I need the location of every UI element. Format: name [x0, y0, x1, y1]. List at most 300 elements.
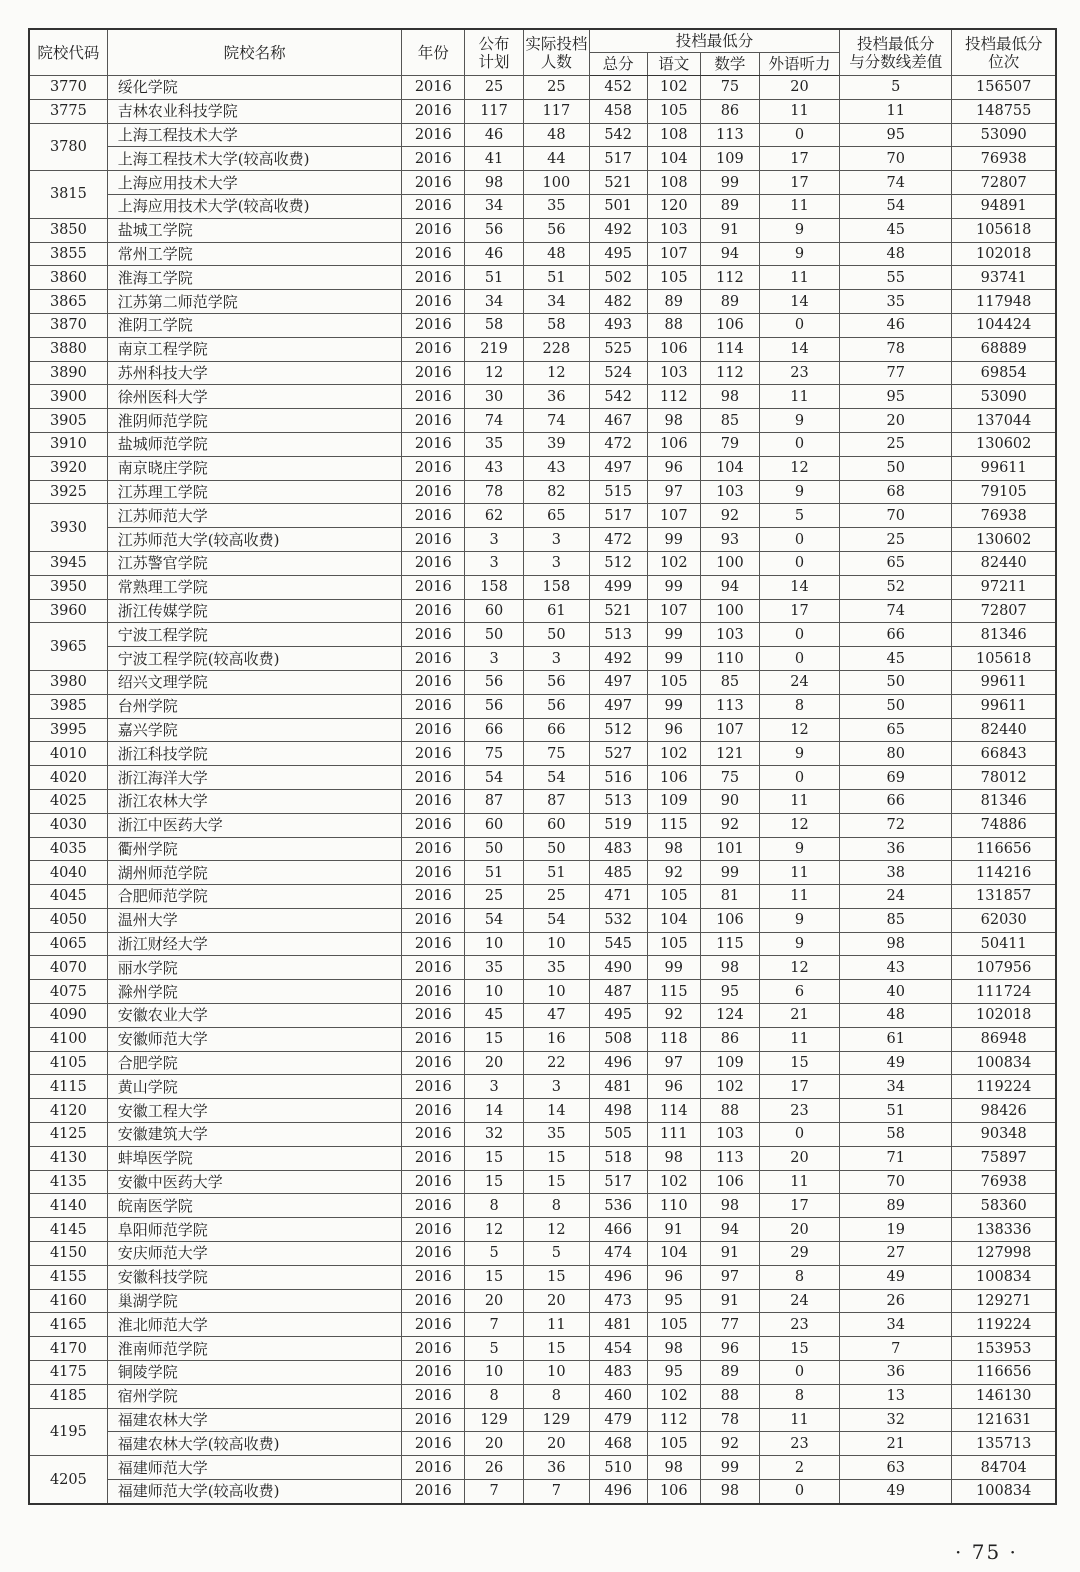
cell-name: 安徽中医药大学 — [107, 1170, 402, 1194]
cell-chinese: 98 — [647, 409, 701, 433]
cell-diff: 40 — [840, 980, 952, 1004]
cell-name: 江苏第二师范学院 — [107, 290, 402, 314]
cell-listening: 11 — [759, 1170, 839, 1194]
cell-diff: 50 — [840, 456, 952, 480]
cell-plan: 45 — [465, 1004, 524, 1028]
header-actual: 实际投档 人数 — [523, 29, 589, 76]
cell-rank: 148755 — [952, 99, 1056, 123]
cell-name: 上海工程技术大学(较高收费) — [107, 147, 402, 171]
cell-code: 3890 — [29, 361, 107, 385]
cell-plan: 129 — [465, 1408, 524, 1432]
header-year: 年份 — [402, 29, 465, 76]
table-row — [29, 337, 1056, 361]
cell-chinese: 96 — [647, 718, 701, 742]
cell-chinese: 95 — [647, 1289, 701, 1313]
cell-math: 113 — [701, 1146, 760, 1170]
cell-diff: 25 — [840, 528, 952, 552]
table-row — [29, 1337, 1056, 1361]
cell-name: 铜陵学院 — [107, 1361, 402, 1385]
cell-rank: 79105 — [952, 480, 1056, 504]
cell-chinese: 102 — [647, 1170, 701, 1194]
cell-actual: 3 — [523, 647, 589, 671]
table-row — [29, 456, 1056, 480]
cell-name: 南京工程学院 — [107, 337, 402, 361]
cell-code: 3980 — [29, 670, 107, 694]
cell-chinese: 103 — [647, 361, 701, 385]
cell-rank: 97211 — [952, 575, 1056, 599]
cell-actual: 44 — [523, 147, 589, 171]
cell-math: 99 — [701, 171, 760, 195]
cell-diff: 21 — [840, 1432, 952, 1456]
cell-year: 2016 — [402, 171, 465, 195]
cell-total: 452 — [589, 76, 647, 100]
cell-diff: 95 — [840, 123, 952, 147]
cell-listening: 15 — [759, 1051, 839, 1075]
cell-year: 2016 — [402, 551, 465, 575]
cell-code: 3780 — [29, 123, 107, 171]
cell-rank: 116656 — [952, 1361, 1056, 1385]
cell-rank: 105618 — [952, 218, 1056, 242]
cell-code: 4170 — [29, 1337, 107, 1361]
cell-year: 2016 — [402, 480, 465, 504]
cell-rank: 53090 — [952, 123, 1056, 147]
cell-code: 4150 — [29, 1242, 107, 1266]
cell-listening: 8 — [759, 1265, 839, 1289]
cell-chinese: 99 — [647, 647, 701, 671]
cell-code: 4140 — [29, 1194, 107, 1218]
cell-listening: 12 — [759, 718, 839, 742]
cell-actual: 15 — [523, 1170, 589, 1194]
cell-math: 88 — [701, 1099, 760, 1123]
cell-listening: 6 — [759, 980, 839, 1004]
cell-chinese: 98 — [647, 1456, 701, 1480]
header-code: 院校代码 — [29, 29, 107, 76]
cell-actual: 34 — [523, 290, 589, 314]
cell-total: 508 — [589, 1027, 647, 1051]
cell-code: 3775 — [29, 99, 107, 123]
cell-code: 3865 — [29, 290, 107, 314]
table-row — [29, 1075, 1056, 1099]
cell-listening: 0 — [759, 1480, 839, 1504]
cell-year: 2016 — [402, 385, 465, 409]
cell-math: 98 — [701, 956, 760, 980]
cell-code: 4165 — [29, 1313, 107, 1337]
cell-plan: 34 — [465, 194, 524, 218]
cell-math: 94 — [701, 242, 760, 266]
cell-listening: 11 — [759, 99, 839, 123]
cell-listening: 17 — [759, 1194, 839, 1218]
cell-math: 98 — [701, 385, 760, 409]
cell-year: 2016 — [402, 932, 465, 956]
cell-actual: 22 — [523, 1051, 589, 1075]
cell-code: 3855 — [29, 242, 107, 266]
cell-name: 安徽农业大学 — [107, 1004, 402, 1028]
cell-year: 2016 — [402, 575, 465, 599]
table-row — [29, 171, 1056, 195]
cell-rank: 100834 — [952, 1265, 1056, 1289]
cell-math: 92 — [701, 813, 760, 837]
cell-chinese: 97 — [647, 480, 701, 504]
table-row — [29, 956, 1056, 980]
cell-name: 皖南医学院 — [107, 1194, 402, 1218]
cell-actual: 87 — [523, 789, 589, 813]
cell-name: 盐城师范学院 — [107, 432, 402, 456]
cell-listening: 0 — [759, 123, 839, 147]
cell-listening: 0 — [759, 766, 839, 790]
cell-math: 113 — [701, 694, 760, 718]
cell-listening: 0 — [759, 1123, 839, 1147]
cell-diff: 45 — [840, 647, 952, 671]
cell-code: 3905 — [29, 409, 107, 433]
cell-actual: 35 — [523, 956, 589, 980]
cell-actual: 15 — [523, 1265, 589, 1289]
header-total: 总分 — [589, 53, 647, 76]
admission-score-table-container — [28, 28, 1057, 1505]
table-row — [29, 1242, 1056, 1266]
cell-plan: 51 — [465, 861, 524, 885]
cell-math: 112 — [701, 266, 760, 290]
table-row — [29, 266, 1056, 290]
cell-diff: 66 — [840, 789, 952, 813]
cell-plan: 3 — [465, 1075, 524, 1099]
cell-actual: 16 — [523, 1027, 589, 1051]
cell-rank: 76938 — [952, 147, 1056, 171]
cell-plan: 46 — [465, 123, 524, 147]
cell-diff: 35 — [840, 290, 952, 314]
cell-listening: 14 — [759, 290, 839, 314]
table-row — [29, 789, 1056, 813]
cell-math: 85 — [701, 409, 760, 433]
cell-actual: 60 — [523, 813, 589, 837]
cell-math: 89 — [701, 1361, 760, 1385]
cell-actual: 5 — [523, 1242, 589, 1266]
cell-name: 江苏师范大学(较高收费) — [107, 528, 402, 552]
cell-total: 454 — [589, 1337, 647, 1361]
table-row — [29, 694, 1056, 718]
cell-math: 98 — [701, 1194, 760, 1218]
cell-name: 安徽师范大学 — [107, 1027, 402, 1051]
cell-chinese: 105 — [647, 670, 701, 694]
cell-total: 496 — [589, 1051, 647, 1075]
cell-plan: 219 — [465, 337, 524, 361]
cell-listening: 14 — [759, 337, 839, 361]
cell-listening: 11 — [759, 885, 839, 909]
cell-diff: 70 — [840, 504, 952, 528]
cell-year: 2016 — [402, 123, 465, 147]
table-row — [29, 742, 1056, 766]
cell-rank: 117948 — [952, 290, 1056, 314]
cell-name: 绍兴文理学院 — [107, 670, 402, 694]
table-row — [29, 670, 1056, 694]
cell-rank: 119224 — [952, 1313, 1056, 1337]
cell-rank: 99611 — [952, 670, 1056, 694]
cell-actual: 117 — [523, 99, 589, 123]
cell-code: 3930 — [29, 504, 107, 552]
cell-name: 安徽科技学院 — [107, 1265, 402, 1289]
cell-plan: 60 — [465, 813, 524, 837]
cell-total: 493 — [589, 313, 647, 337]
cell-name: 丽水学院 — [107, 956, 402, 980]
cell-year: 2016 — [402, 1004, 465, 1028]
cell-math: 94 — [701, 1218, 760, 1242]
cell-math: 79 — [701, 432, 760, 456]
table-row — [29, 1408, 1056, 1432]
cell-listening: 11 — [759, 789, 839, 813]
cell-rank: 100834 — [952, 1051, 1056, 1075]
cell-year: 2016 — [402, 766, 465, 790]
cell-name: 盐城工学院 — [107, 218, 402, 242]
cell-actual: 48 — [523, 242, 589, 266]
cell-actual: 12 — [523, 1218, 589, 1242]
cell-code: 3900 — [29, 385, 107, 409]
cell-actual: 20 — [523, 1432, 589, 1456]
cell-diff: 98 — [840, 932, 952, 956]
cell-chinese: 112 — [647, 1408, 701, 1432]
cell-total: 518 — [589, 1146, 647, 1170]
cell-math: 89 — [701, 194, 760, 218]
table-row — [29, 480, 1056, 504]
cell-code: 4020 — [29, 766, 107, 790]
cell-actual: 56 — [523, 218, 589, 242]
cell-plan: 41 — [465, 147, 524, 171]
cell-plan: 5 — [465, 1337, 524, 1361]
cell-plan: 15 — [465, 1265, 524, 1289]
table-row — [29, 313, 1056, 337]
cell-code: 4115 — [29, 1075, 107, 1099]
cell-year: 2016 — [402, 1337, 465, 1361]
cell-name: 合肥师范学院 — [107, 885, 402, 909]
cell-diff: 58 — [840, 1123, 952, 1147]
cell-chinese: 103 — [647, 218, 701, 242]
cell-math: 110 — [701, 647, 760, 671]
cell-math: 101 — [701, 837, 760, 861]
table-row — [29, 599, 1056, 623]
cell-actual: 51 — [523, 266, 589, 290]
cell-math: 115 — [701, 932, 760, 956]
cell-math: 75 — [701, 766, 760, 790]
cell-diff: 85 — [840, 908, 952, 932]
cell-rank: 94891 — [952, 194, 1056, 218]
cell-listening: 0 — [759, 528, 839, 552]
cell-name: 宁波工程学院(较高收费) — [107, 647, 402, 671]
cell-code: 4160 — [29, 1289, 107, 1313]
cell-code: 4035 — [29, 837, 107, 861]
cell-name: 上海应用技术大学(较高收费) — [107, 194, 402, 218]
cell-plan: 50 — [465, 623, 524, 647]
cell-chinese: 106 — [647, 766, 701, 790]
cell-diff: 52 — [840, 575, 952, 599]
table-row — [29, 218, 1056, 242]
cell-name: 浙江海洋大学 — [107, 766, 402, 790]
cell-year: 2016 — [402, 956, 465, 980]
cell-chinese: 111 — [647, 1123, 701, 1147]
cell-name: 巢湖学院 — [107, 1289, 402, 1313]
cell-name: 浙江中医药大学 — [107, 813, 402, 837]
cell-year: 2016 — [402, 742, 465, 766]
header-score-diff: 投档最低分 与分数线差值 — [840, 29, 952, 76]
cell-math: 81 — [701, 885, 760, 909]
cell-rank: 75897 — [952, 1146, 1056, 1170]
cell-listening: 11 — [759, 1027, 839, 1051]
table-row — [29, 647, 1056, 671]
cell-code: 4075 — [29, 980, 107, 1004]
cell-diff: 65 — [840, 551, 952, 575]
cell-actual: 65 — [523, 504, 589, 528]
table-row — [29, 1480, 1056, 1504]
cell-year: 2016 — [402, 147, 465, 171]
cell-name: 淮阴工学院 — [107, 313, 402, 337]
cell-plan: 20 — [465, 1432, 524, 1456]
cell-rank: 138336 — [952, 1218, 1056, 1242]
cell-chinese: 107 — [647, 242, 701, 266]
cell-year: 2016 — [402, 694, 465, 718]
cell-total: 499 — [589, 575, 647, 599]
table-row — [29, 1313, 1056, 1337]
cell-rank: 137044 — [952, 409, 1056, 433]
cell-listening: 11 — [759, 194, 839, 218]
cell-total: 510 — [589, 1456, 647, 1480]
cell-diff: 69 — [840, 766, 952, 790]
cell-listening: 24 — [759, 670, 839, 694]
cell-rank: 135713 — [952, 1432, 1056, 1456]
table-row — [29, 409, 1056, 433]
cell-name: 南京晓庄学院 — [107, 456, 402, 480]
cell-actual: 39 — [523, 432, 589, 456]
cell-code: 4120 — [29, 1099, 107, 1123]
cell-rank: 130602 — [952, 432, 1056, 456]
cell-chinese: 98 — [647, 1337, 701, 1361]
header-math: 数学 — [701, 53, 760, 76]
cell-year: 2016 — [402, 1432, 465, 1456]
table-row — [29, 861, 1056, 885]
table-row — [29, 1051, 1056, 1075]
cell-rank: 53090 — [952, 385, 1056, 409]
cell-total: 483 — [589, 837, 647, 861]
cell-year: 2016 — [402, 1099, 465, 1123]
cell-math: 106 — [701, 313, 760, 337]
cell-chinese: 104 — [647, 147, 701, 171]
cell-name: 常熟理工学院 — [107, 575, 402, 599]
cell-total: 481 — [589, 1313, 647, 1337]
cell-code: 4010 — [29, 742, 107, 766]
table-body — [29, 76, 1056, 1504]
cell-diff: 95 — [840, 385, 952, 409]
cell-actual: 36 — [523, 1456, 589, 1480]
cell-total: 479 — [589, 1408, 647, 1432]
cell-chinese: 115 — [647, 980, 701, 1004]
cell-rank: 84704 — [952, 1456, 1056, 1480]
cell-chinese: 115 — [647, 813, 701, 837]
cell-year: 2016 — [402, 1123, 465, 1147]
cell-chinese: 107 — [647, 599, 701, 623]
cell-code: 3870 — [29, 313, 107, 337]
cell-diff: 51 — [840, 1099, 952, 1123]
cell-math: 86 — [701, 99, 760, 123]
cell-total: 498 — [589, 1099, 647, 1123]
cell-chinese: 96 — [647, 1265, 701, 1289]
cell-plan: 15 — [465, 1027, 524, 1051]
cell-rank: 100834 — [952, 1480, 1056, 1504]
table-row — [29, 194, 1056, 218]
cell-math: 89 — [701, 290, 760, 314]
cell-diff: 7 — [840, 1337, 952, 1361]
cell-plan: 10 — [465, 932, 524, 956]
cell-diff: 13 — [840, 1384, 952, 1408]
table-row — [29, 908, 1056, 932]
cell-year: 2016 — [402, 1027, 465, 1051]
cell-diff: 65 — [840, 718, 952, 742]
cell-year: 2016 — [402, 1408, 465, 1432]
cell-year: 2016 — [402, 813, 465, 837]
table-row — [29, 1123, 1056, 1147]
cell-total: 519 — [589, 813, 647, 837]
cell-year: 2016 — [402, 409, 465, 433]
table-row — [29, 1384, 1056, 1408]
cell-total: 472 — [589, 432, 647, 456]
cell-math: 121 — [701, 742, 760, 766]
cell-diff: 70 — [840, 147, 952, 171]
cell-listening: 12 — [759, 456, 839, 480]
cell-diff: 19 — [840, 1218, 952, 1242]
cell-year: 2016 — [402, 1480, 465, 1504]
cell-plan: 7 — [465, 1313, 524, 1337]
table-row — [29, 932, 1056, 956]
cell-total: 473 — [589, 1289, 647, 1313]
cell-chinese: 105 — [647, 1313, 701, 1337]
cell-rank: 116656 — [952, 837, 1056, 861]
cell-year: 2016 — [402, 337, 465, 361]
cell-rank: 68889 — [952, 337, 1056, 361]
cell-year: 2016 — [402, 1194, 465, 1218]
cell-year: 2016 — [402, 361, 465, 385]
cell-listening: 9 — [759, 742, 839, 766]
cell-listening: 17 — [759, 1075, 839, 1099]
cell-chinese: 102 — [647, 551, 701, 575]
cell-year: 2016 — [402, 908, 465, 932]
cell-name: 淮北师范大学 — [107, 1313, 402, 1337]
cell-math: 102 — [701, 1075, 760, 1099]
table-row — [29, 99, 1056, 123]
table-row — [29, 1170, 1056, 1194]
cell-diff: 38 — [840, 861, 952, 885]
cell-plan: 15 — [465, 1170, 524, 1194]
cell-rank: 82440 — [952, 551, 1056, 575]
cell-actual: 7 — [523, 1480, 589, 1504]
cell-name: 福建师范大学(较高收费) — [107, 1480, 402, 1504]
cell-chinese: 105 — [647, 885, 701, 909]
cell-chinese: 105 — [647, 1432, 701, 1456]
cell-name: 滁州学院 — [107, 980, 402, 1004]
cell-code: 4130 — [29, 1146, 107, 1170]
cell-diff: 49 — [840, 1480, 952, 1504]
cell-year: 2016 — [402, 504, 465, 528]
cell-diff: 68 — [840, 480, 952, 504]
cell-name: 福建农林大学(较高收费) — [107, 1432, 402, 1456]
cell-actual: 25 — [523, 76, 589, 100]
cell-math: 94 — [701, 575, 760, 599]
cell-code: 4195 — [29, 1408, 107, 1456]
cell-total: 517 — [589, 1170, 647, 1194]
cell-code: 4065 — [29, 932, 107, 956]
cell-math: 77 — [701, 1313, 760, 1337]
cell-listening: 29 — [759, 1242, 839, 1266]
cell-plan: 26 — [465, 1456, 524, 1480]
cell-total: 512 — [589, 718, 647, 742]
cell-rank: 119224 — [952, 1075, 1056, 1099]
cell-listening: 8 — [759, 1384, 839, 1408]
cell-total: 474 — [589, 1242, 647, 1266]
cell-code: 3770 — [29, 76, 107, 100]
